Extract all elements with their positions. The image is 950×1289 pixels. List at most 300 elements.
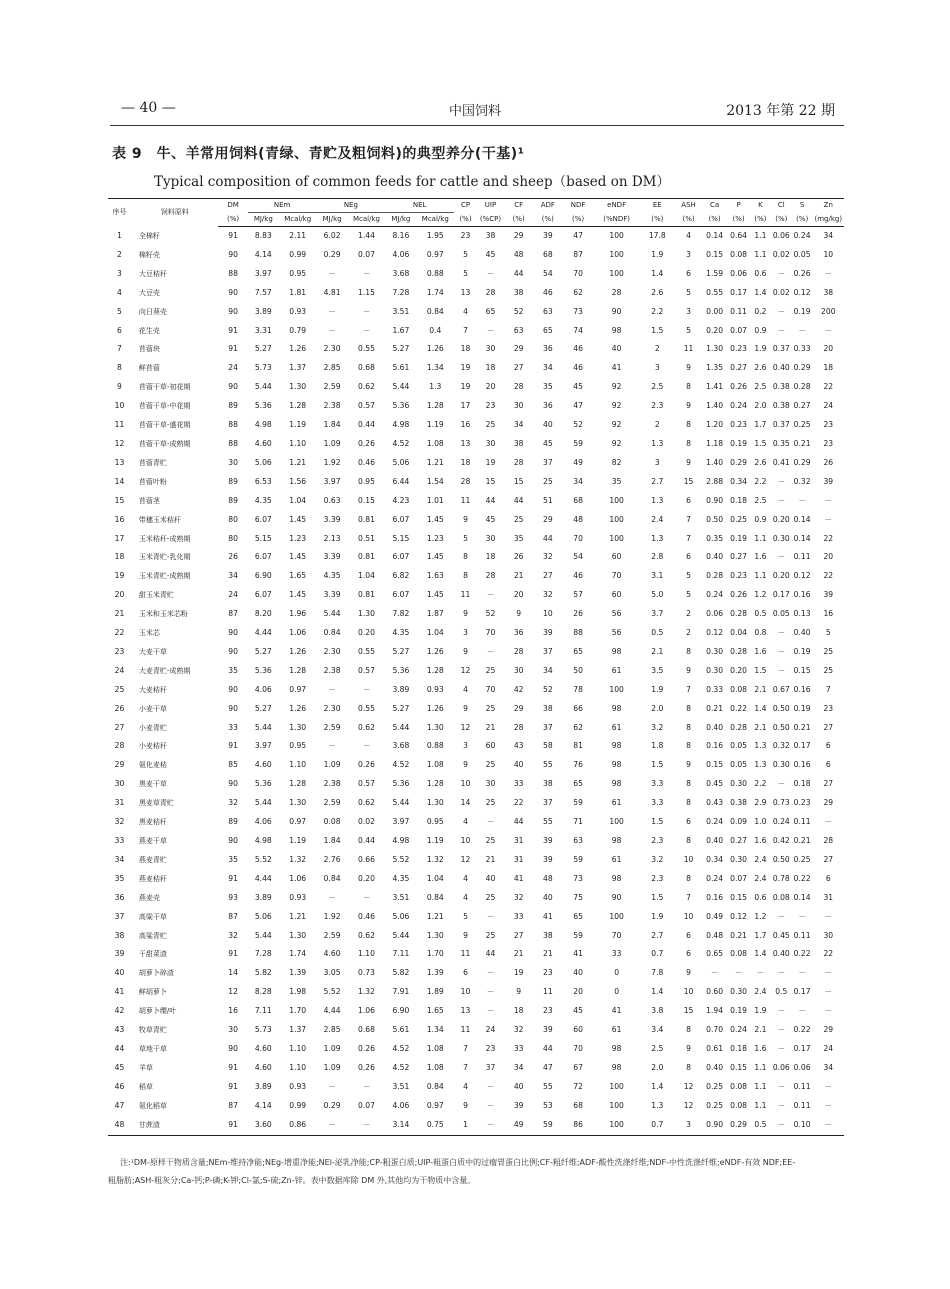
table-cell: 1.6 <box>754 836 767 845</box>
table-cell: 49 <box>504 1116 533 1135</box>
table-cell: 0.14 <box>706 231 724 240</box>
table-cell: － <box>824 987 833 997</box>
table-cell: 1.04 <box>426 628 444 638</box>
table-cell: 100 <box>609 1100 624 1110</box>
table-cell: 34 <box>513 420 524 430</box>
table-cell: － <box>486 646 495 656</box>
table-cell: 25 <box>823 665 834 675</box>
table-cell: － <box>824 1100 833 1110</box>
table-cell: 2.88 <box>706 476 724 486</box>
table-cell: 5 <box>686 287 691 297</box>
table-cell: 0.90 <box>702 1116 727 1135</box>
feed-name-cell: 草地干草 <box>138 1044 167 1053</box>
unit-adf: (%) <box>533 213 562 227</box>
table-cell: 0.95 <box>289 741 307 751</box>
table-cell: 1.26 <box>426 344 444 354</box>
table-cell: 0.9 <box>754 514 767 524</box>
table-cell: 4 <box>463 684 468 694</box>
table-cell: 91 <box>228 344 238 354</box>
table-cell: 5.15 <box>392 533 410 543</box>
table-cell: 98 <box>611 646 622 656</box>
table-row <box>108 246 844 265</box>
unit-nem-mj: MJ/kg <box>248 213 279 227</box>
table-cell: 1.74 <box>426 287 444 297</box>
table-cell: 2.1 <box>754 722 767 732</box>
table-cell: 1.4 <box>754 949 767 959</box>
table-cell: 3.5 <box>651 665 664 675</box>
table-cell: － <box>362 741 371 751</box>
table-cell: 1.37 <box>289 1025 307 1035</box>
table-cell: 1.65 <box>426 1006 444 1016</box>
table-cell: 1.2 <box>754 911 767 921</box>
table-cell: 40 <box>611 344 622 354</box>
table-cell: 3 <box>686 249 691 259</box>
table-cell: 29 <box>543 514 553 524</box>
table-cell: 1.26 <box>426 646 444 656</box>
table-cell: 7 <box>463 325 468 335</box>
table-cell: 1.01 <box>426 495 444 505</box>
table-cell: 7 <box>117 344 122 354</box>
table-cell: 25 <box>485 665 496 675</box>
table-cell: 15 <box>114 495 125 505</box>
table-cell: 47 <box>573 401 583 411</box>
table-cell: 0.26 <box>358 1062 375 1072</box>
table-cell: － <box>328 268 336 278</box>
table-cell: 0.08 <box>323 817 341 827</box>
table-cell: 100 <box>609 684 624 694</box>
table-cell: 7.8 <box>651 968 664 978</box>
table-cell: 17.8 <box>648 231 666 240</box>
table-row <box>108 1040 844 1059</box>
table-cell: 12 <box>228 987 238 997</box>
table-cell: 0.12 <box>706 628 724 638</box>
feed-name-cell: 甜玉米青贮 <box>138 591 174 600</box>
table-cell: 45 <box>543 438 553 448</box>
table-cell: 65 <box>543 325 553 335</box>
table-cell: － <box>756 968 765 978</box>
table-cell: 10 <box>460 779 471 789</box>
table-cell: 5.27 <box>392 703 410 713</box>
table-cell: 7.11 <box>392 949 410 959</box>
table-cell: 93 <box>228 892 238 902</box>
header-zn: Zn <box>813 199 844 213</box>
table-cell: 3.89 <box>254 1081 272 1091</box>
table-cell: 0.33 <box>706 684 724 694</box>
table-cell: 0.24 <box>730 1025 748 1035</box>
table-cell: 6 <box>117 325 122 335</box>
table-row <box>108 1116 844 1135</box>
table-cell: 15 <box>513 476 524 486</box>
table-cell: 11 <box>460 495 471 505</box>
table-cell: 1.45 <box>289 552 307 562</box>
table-cell: 1.04 <box>426 873 444 883</box>
table-cell: 9 <box>463 1100 468 1110</box>
table-row <box>108 1002 844 1021</box>
table-cell: 1.6 <box>754 552 767 562</box>
table-cell: － <box>777 1100 786 1110</box>
table-cell: 2 <box>117 249 122 259</box>
table-cell: 30 <box>485 438 496 448</box>
table-cell: 0.19 <box>793 306 811 316</box>
table-row <box>108 416 844 435</box>
table-cell: 0.08 <box>730 249 748 259</box>
feed-name-cell: 鲜苜蓿 <box>138 364 160 373</box>
table-row <box>108 643 844 662</box>
table-cell: 10 <box>683 911 694 921</box>
table-cell: 26 <box>823 457 834 467</box>
table-cell: － <box>824 1006 833 1016</box>
table-cell: 5.82 <box>254 968 272 978</box>
table-cell: 39 <box>543 231 553 240</box>
feed-name-cell: 带穗玉米秸秆 <box>138 515 181 524</box>
table-cell: 5.15 <box>254 533 272 543</box>
table-cell: － <box>362 306 371 316</box>
table-cell: 0.12 <box>793 571 811 581</box>
table-cell: 0.26 <box>793 268 811 278</box>
table-cell: 1.10 <box>289 438 307 448</box>
table-cell: 1.3 <box>651 495 664 505</box>
table-cell: 1.70 <box>289 1006 307 1016</box>
table-cell: 0.18 <box>793 779 811 789</box>
table-cell: 0.02 <box>772 249 790 259</box>
table-cell: 11 <box>460 1025 471 1035</box>
table-cell: 44 <box>543 533 553 543</box>
table-cell: 90 <box>228 779 238 789</box>
table-cell: 16 <box>823 609 834 619</box>
table-cell: 1.30 <box>426 722 444 732</box>
table-cell: 0.07 <box>730 325 748 335</box>
table-cell: 1.28 <box>289 665 307 675</box>
table-cell: 5.44 <box>392 930 410 940</box>
table-cell: 0.18 <box>730 495 748 505</box>
table-cell: － <box>777 1043 786 1053</box>
table-cell: 7 <box>686 684 691 694</box>
table-cell: 10 <box>114 401 125 411</box>
table-cell: 0.14 <box>793 533 811 543</box>
table-cell: 60 <box>611 590 622 600</box>
feed-name-cell: 燕麦青贮 <box>138 855 167 864</box>
table-cell: 5 <box>463 533 468 543</box>
table-cell: 8 <box>686 382 691 392</box>
table-cell: 15 <box>485 476 496 486</box>
table-cell: 22 <box>823 571 834 581</box>
feed-name-cell: 小麦秸秆 <box>138 742 167 751</box>
table-cell: 1.9 <box>651 249 664 259</box>
table-cell: 31 <box>513 836 524 845</box>
feed-name-cell: 黑麦干草 <box>138 780 167 789</box>
table-cell: 1.94 <box>706 1006 724 1016</box>
table-cell: 6 <box>686 268 691 278</box>
table-cell: 59 <box>573 438 583 448</box>
table-cell: 6.44 <box>392 476 410 486</box>
table-cell: 8 <box>686 836 691 845</box>
table-cell: 1.1 <box>754 1100 767 1110</box>
unit-ee: (%) <box>640 213 675 227</box>
table-cell: 22 <box>513 798 524 808</box>
table-cell: 24 <box>823 401 834 411</box>
table-cell: 6 <box>463 968 468 978</box>
table-cell: 75 <box>573 892 583 902</box>
table-cell: 0.51 <box>358 533 375 543</box>
table-cell: 80 <box>228 533 238 543</box>
table-cell: 6 <box>686 949 691 959</box>
table-row <box>108 832 844 851</box>
table-cell: 30 <box>485 344 496 354</box>
table-cell: 10 <box>460 987 471 997</box>
table-cell: 89 <box>228 401 238 411</box>
table-cell: 4.35 <box>254 495 272 505</box>
table-cell: 0.20 <box>358 628 375 638</box>
table-cell: 100 <box>609 231 624 240</box>
table-cell: 0.22 <box>793 1025 811 1035</box>
table-cell: 0.06 <box>772 231 790 240</box>
table-cell: 8 <box>686 741 691 751</box>
table-cell: 0.50 <box>772 722 790 732</box>
table-cell: 2.0 <box>651 703 664 713</box>
issue-label: 2013 年第 22 期 <box>726 103 835 119</box>
table-cell: 0.26 <box>358 1043 375 1053</box>
table-cell: 3.39 <box>323 590 341 600</box>
table-cell: 5.52 <box>254 854 272 864</box>
table-cell: 8 <box>686 722 691 732</box>
table-cell: 23 <box>543 968 553 978</box>
table-cell: 1.08 <box>426 760 444 770</box>
table-cell: 0.34 <box>730 476 748 486</box>
table-cell: 4.60 <box>254 1062 272 1072</box>
table-cell: 23 <box>823 438 834 448</box>
feed-name-cell: 牧草青贮 <box>138 1026 167 1035</box>
table-cell: 20 <box>573 987 583 997</box>
table-cell: 38 <box>513 287 524 297</box>
table-cell: 98 <box>611 741 622 751</box>
table-cell: 0.57 <box>358 401 375 411</box>
table-cell: 1.06 <box>289 873 307 883</box>
unit-ca: (%) <box>702 213 727 227</box>
table-cell: 3.8 <box>651 1006 664 1016</box>
table-cell: 0.62 <box>358 930 375 940</box>
table-cell: 0.30 <box>706 665 724 675</box>
table-cell: 9 <box>686 665 691 675</box>
table-cell: 2.38 <box>323 779 341 789</box>
table-cell: 28 <box>513 646 524 656</box>
table-cell: 27 <box>823 722 834 732</box>
table-cell: 16 <box>228 1006 238 1016</box>
table-title-en: Typical composition of common feeds for cattle and sheep（based on DM） <box>154 174 670 190</box>
table-cell: 39 <box>114 949 125 959</box>
table-cell: 2.11 <box>289 231 307 240</box>
table-cell: 1.21 <box>289 911 307 921</box>
table-cell: 0.26 <box>730 382 748 392</box>
table-cell: 26 <box>228 552 238 562</box>
table-cell: 91 <box>228 949 238 959</box>
table-cell: 37 <box>114 911 125 921</box>
table-cell: 8 <box>686 420 691 430</box>
table-cell: 3 <box>654 363 660 373</box>
table-row <box>108 378 844 397</box>
table-cell: 0.65 <box>706 949 724 959</box>
table-cell: － <box>486 325 495 335</box>
table-cell: 1.96 <box>289 609 307 619</box>
unit-nem-mcal: Mcal/kg <box>279 213 317 227</box>
table-cell: 1.10 <box>358 949 375 959</box>
table-cell: 1.06 <box>358 1006 375 1016</box>
table-cell: 5.06 <box>254 457 272 467</box>
table-cell: 0.29 <box>727 1116 750 1135</box>
table-cell: 3.97 <box>323 476 341 486</box>
table-cell: 54 <box>543 268 553 278</box>
table-cell: 1.74 <box>289 949 307 959</box>
table-cell: 2.2 <box>754 779 767 789</box>
table-cell: 0.17 <box>793 1043 811 1053</box>
table-cell: 3.05 <box>323 968 341 978</box>
table-cell: 81 <box>573 741 583 751</box>
table-cell: 3.2 <box>651 854 664 864</box>
table-cell: 100 <box>609 911 624 921</box>
feed-name-cell: 小麦干草 <box>138 704 167 713</box>
table-cell: － <box>362 268 371 278</box>
table-cell: 0.40 <box>772 363 790 373</box>
table-cell: 38 <box>543 930 553 940</box>
table-cell: 90 <box>228 249 238 259</box>
table-row <box>108 265 844 284</box>
table-cell: 90 <box>228 306 238 316</box>
table-cell: 91 <box>228 325 238 335</box>
table-cell: 1.15 <box>358 287 375 297</box>
table-cell: 0.99 <box>289 1100 307 1110</box>
table-cell: 1.04 <box>289 495 307 505</box>
table-cell: 3.60 <box>248 1116 279 1135</box>
table-cell: 3 <box>463 628 468 638</box>
header-cf: CF <box>504 199 533 213</box>
table-cell: 9 <box>686 363 691 373</box>
table-cell: 1.70 <box>426 949 444 959</box>
table-cell: 0.28 <box>730 722 748 732</box>
table-cell: 45 <box>485 249 496 259</box>
table-cell: － <box>486 817 495 827</box>
table-cell: 45 <box>485 514 496 524</box>
table-cell: 33 <box>513 779 524 789</box>
table-cell: 86 <box>562 1116 593 1135</box>
table-cell: 52 <box>543 684 553 694</box>
table-cell: 7.91 <box>392 987 410 997</box>
table-cell: 7.28 <box>392 287 410 297</box>
table-cell: 35 <box>228 665 238 675</box>
table-cell: 5.06 <box>392 457 410 467</box>
table-cell: 1.5 <box>651 817 664 827</box>
table-cell: 4.35 <box>392 628 410 638</box>
table-cell: 88 <box>228 438 238 448</box>
table-cell: 8.83 <box>254 231 272 240</box>
table-cell: 3.97 <box>254 268 272 278</box>
table-cell: 0.12 <box>793 287 811 297</box>
table-cell: 0.49 <box>706 911 724 921</box>
table-cell: 1.54 <box>426 476 444 486</box>
table-cell: 100 <box>609 495 624 505</box>
header-neg: NEg <box>316 199 385 213</box>
table-cell: 2.5 <box>754 382 767 392</box>
table-cell: 1.40 <box>706 401 724 411</box>
table-cell: 30 <box>823 930 834 940</box>
table-cell: 34 <box>114 854 125 864</box>
table-cell: 3.14 <box>385 1116 416 1135</box>
table-row <box>108 794 844 813</box>
table-cell: 1.28 <box>426 665 444 675</box>
table-cell: 0.08 <box>730 684 748 694</box>
table-cell: 1.45 <box>426 590 444 600</box>
unit-cl: (%) <box>771 213 792 227</box>
table-cell: － <box>710 968 719 978</box>
table-cell: 1.7 <box>754 420 767 430</box>
table-cell: 39 <box>543 1025 553 1035</box>
table-cell: 73 <box>573 306 583 316</box>
table-cell: 0.6 <box>754 892 767 902</box>
table-cell: 8.20 <box>254 609 272 619</box>
table-cell: 4.60 <box>254 1043 272 1053</box>
table-cell: 0.7 <box>640 1116 675 1135</box>
feed-name-cell: 苜蓿茎 <box>138 496 160 505</box>
feed-name-cell: 大豆壳 <box>138 288 160 297</box>
table-cell: 82 <box>611 457 622 467</box>
table-cell: 9 <box>516 609 522 619</box>
feed-name-cell: 花生壳 <box>138 326 160 335</box>
table-cell: 2.3 <box>651 401 664 411</box>
table-cell: 0.40 <box>793 628 811 638</box>
table-cell: 1.5 <box>651 760 664 770</box>
unit-s: (%) <box>792 213 813 227</box>
table-cell: 0.02 <box>772 287 790 297</box>
table-cell: － <box>328 892 336 902</box>
table-cell: 34 <box>543 363 553 373</box>
table-cell: 5.44 <box>392 382 410 392</box>
table-row <box>108 435 844 454</box>
table-cell: 1.21 <box>289 457 307 467</box>
table-cell: 8 <box>463 552 468 562</box>
table-cell: 0.04 <box>730 628 748 638</box>
table-cell: 0.19 <box>730 533 748 543</box>
table-cell: 1.3 <box>429 382 442 392</box>
table-cell: 1.32 <box>358 987 375 997</box>
table-cell: 0.33 <box>793 344 811 354</box>
table-cell: 2.59 <box>323 722 341 732</box>
table-cell: 0.22 <box>730 703 748 713</box>
table-cell: － <box>798 325 806 335</box>
table-cell: 0.16 <box>793 760 811 770</box>
table-cell: 98 <box>611 873 622 883</box>
table-cell: 27 <box>823 854 834 864</box>
table-cell: 1.45 <box>426 552 444 562</box>
table-cell: 0.93 <box>289 1081 307 1091</box>
table-cell: 9 <box>686 457 691 467</box>
table-cell: 2 <box>654 420 660 430</box>
table-cell: 1.1 <box>754 1081 767 1091</box>
table-cell: 1 <box>454 1116 477 1135</box>
table-cell: 70 <box>611 571 622 581</box>
table-cell: － <box>362 892 371 902</box>
table-cell: 0.05 <box>793 249 811 259</box>
table-cell: 6.53 <box>254 476 272 486</box>
table-cell: 2.30 <box>323 703 341 713</box>
table-cell: 3.68 <box>392 268 410 278</box>
table-cell: 21 <box>513 571 524 581</box>
table-cell: 0.11 <box>793 1081 811 1091</box>
table-cell: 0.2 <box>754 306 767 316</box>
feed-name-cell: 小麦青贮 <box>138 723 167 732</box>
table-cell: 0.16 <box>793 684 811 694</box>
table-cell: 0.26 <box>358 438 375 448</box>
table-cell: 0.55 <box>358 646 375 656</box>
table-cell: 2.0 <box>651 1062 664 1072</box>
table-cell: 25 <box>485 836 496 845</box>
